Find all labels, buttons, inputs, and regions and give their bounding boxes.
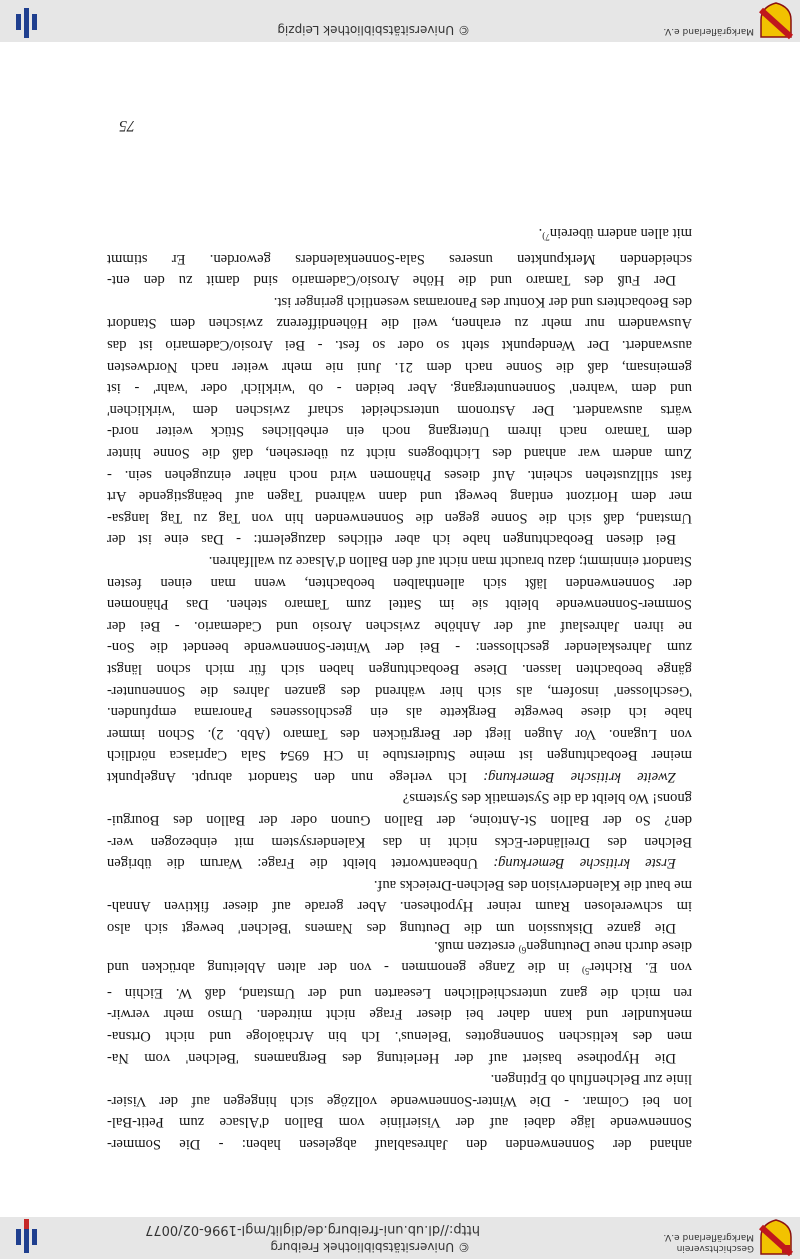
text-line: linie zur Belchenfluh ob Eptingen. (490, 1071, 692, 1088)
text-line: fast stillzustehen scheint. Auf dieses Phänomen wird noch näher einzugehen sein. - (107, 466, 692, 483)
text-line: wärts auswandert. Der Astronom unterscheidet scharf zwischen dem 'wirklichen' (107, 401, 692, 418)
text-line: und dem 'wahren' Sonnenuntergang. Aber beiden - ob 'wirklich' oder 'wahr' - ist (107, 380, 692, 397)
text-line: den? So der Ballon St-Antoine, der Ballon Gunon oder der Ballon des Bourgui- (107, 812, 692, 829)
text-line: Sommer-Sonnenwende bleibt sie im Sattel zum Tamaro stehen. Das Phänomen (107, 596, 692, 613)
text-line: 'Geschlossen' insofern, als sich hier während des ganzen Jahres die Sonnenunter- (107, 682, 692, 699)
header-copyright: © Universitätsbibliothek Freiburg (270, 1240, 470, 1254)
text-line: mer dem Horizont entlang bewegt und dann während Tagen auf beängstigende Art (107, 488, 692, 505)
text-line: auswandert. Der Wendepunkt steht so oder so fest. - Bei Arosio/Cademario ist das (107, 337, 692, 354)
text-line: zum Jahreskalender geschlossen: - Bei der Winter-Sonnenwende beendet die Son- (107, 639, 692, 656)
text-line: Bei diesen Beobachtungen habe ich aber etliches dazugelernt: - Das eine ist der (107, 531, 676, 548)
text-line: lon bei Colmar. - Die Winter-Sonnenwende vollzöge sich hingegen auf der Visier- (107, 1092, 692, 1109)
text-line: Erste kritische Bemerkung: Unbeantwortet bleibt die Frage: Warum die übrigen (107, 855, 676, 872)
text-line: von E. Richter$^{5)}$ in die Zange genommen - von der alten Ableitung abrücken und (107, 959, 692, 977)
body-text (107, 225, 692, 1154)
text-line: dem Tamaro nach ihrem Untergang noch ein erhebliches Stück weiter nord- (107, 423, 692, 440)
page-number: 75 (119, 117, 135, 134)
footnote-ref[interactable]: 7) (542, 232, 550, 243)
text-line: im schwerelosen Raum reiner Hypothesen. Aber gerade auf dieser fiktiven Annah- (107, 898, 692, 915)
text-line: des Beobachters und der Kontur des Panoramas wesentlich geringer ist. (273, 293, 692, 310)
coat-of-arms-icon (758, 1219, 794, 1257)
footer-society-name: Markgräflerland e.V. (663, 26, 754, 36)
text-line: Zweite kritische Bemerkung: Ich verlege nun den Standort abrupt. Angelpunkt (107, 768, 676, 785)
text-line: Die ganze Diskussion um die Deutung des Namens 'Belchen' bewegt sich also (107, 920, 676, 937)
text-line: der Sonnenwenden läßt sich allenthalben beobachten, wenn man einen festen (107, 574, 692, 591)
text-line: Standort einnimmt; dazu braucht man nicht auf den Ballon d'Alsace zu wallfahren. (208, 552, 692, 569)
text-line: gnons! Wo bleibt da die Systematik des Systems? (402, 790, 692, 807)
text-line: me baut die Kalendervision des Belchen-Dreiecks auf. (373, 876, 692, 893)
text-line: Zum andern war anhand des Lichtbogens nicht zu übersehen, daß die Sonne hinter (107, 445, 692, 461)
coat-of-arms-icon (758, 2, 794, 40)
text-line: ne ihren Jahreslauf auf der Anhöhe zwischen Arosio und Cademario. - Bei der (107, 617, 692, 634)
text-line: men des keltischen Sonnengottes 'Belenus'. Ich bin Archäologe und nicht Ortsna- (107, 1028, 692, 1045)
text-line: anhand der Sonnenwenden den Jahresablauf abgelesen haben: - Die Sommer- (107, 1136, 692, 1152)
text-line: ren mich die ganz unterschiedlichen Lesearten und der Umstand, daß W. Eichin - (107, 984, 692, 1001)
text-line: menkundler und kann daher bei dieser Frage nicht mitreden. Umso mehr verwir- (107, 1006, 692, 1023)
society-name: Geschichtsverein Markgräflerland e.V. (663, 1232, 754, 1253)
text-line: gänge beobachten lassen. Diese Beobachtungen haben sich für mich schon längst (107, 660, 692, 677)
text-line: meiner Beobachtungen ist meine Studierstube in CH 6954 Sala Capriasca nördlich (107, 747, 692, 764)
text-line: Sonnenwende läge dabei auf der Visierlinie vom Ballon d'Alsace zum Petit-Bal- (107, 1114, 692, 1131)
text-line: Die Hypothese basiert auf der Herleitung des Bergnamens 'Belchen' vom Na- (107, 1049, 676, 1066)
text-line: diese durch neue Deutungen$^{6)}$ ersetzen muß. (434, 938, 692, 955)
text-line: Umstand, daß sich die Sonne gegen die Sonnenwenden hin von Tag zu Tag langsa- (107, 509, 692, 526)
document-page (0, 42, 800, 1217)
library-logo-icon (8, 0, 46, 42)
footer-copyright: © Universitätsbibliothek Leipzig (277, 23, 470, 37)
text-line: Auswandern nur mehr zu erahnen, weil die Höhendifferenz zwischen dem Standort (107, 315, 692, 332)
text-line: mit allen andern überein$^{7)}$. (538, 225, 692, 243)
footnote-ref[interactable]: 5) (582, 966, 590, 977)
text-line: Der Fuß des Tamaro und die Höhe Arosio/Cademario sind damit zu den ent- (107, 272, 676, 289)
text-line: von Lugano. Vor Augen liegt der Bergrücken des Tamaro (Abb. 2). Schon immer (107, 725, 692, 742)
text-line: gemeinsam, daß die Sonne nach dem 21. Juni nie mehr weiter nach Nordwesten (107, 358, 692, 375)
text-line: habe ich diese bewegte Bergkette als ein geschlossenes Panorama empfunden. (107, 704, 692, 721)
permalink-link[interactable]: http://dl.ub.uni-freiburg.de/diglit/mgl-1996-02/0077 (145, 1222, 480, 1237)
text-line: scheidenden Merkpunkten unseres Sala-Sonnenkalenders geworden. Er stimmt (107, 250, 692, 267)
viewer-header-bar (0, 1217, 800, 1259)
footnote-ref[interactable]: 6) (518, 944, 527, 955)
library-logo-icon (8, 1217, 46, 1259)
text-line: Belchen des Dreiländer-Ecks nicht in das Kalendersystem mit einbezogen wer- (107, 833, 692, 850)
viewer-footer-bar (0, 0, 800, 42)
